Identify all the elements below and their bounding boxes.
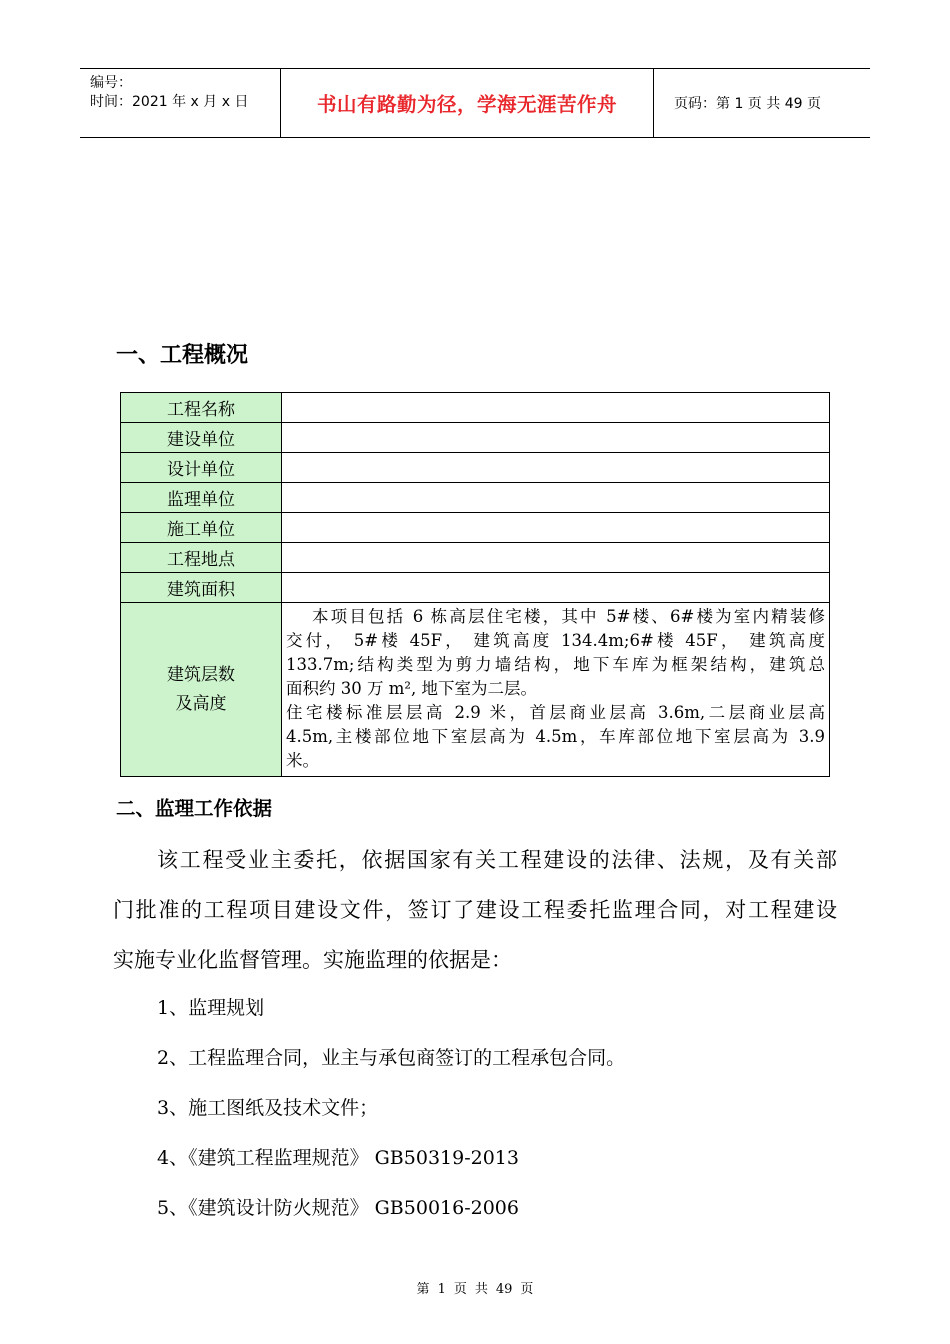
floors-line: 133.7m;结构类型为剪力墙结构，地下车库为框架结构，建筑总 <box>286 655 825 674</box>
floors-line: 4.5m,主楼部位地下室层高为 4.5m，车库部位地下室层高为 3.9 <box>286 727 825 746</box>
footer-text: 第 <box>416 1282 430 1297</box>
table-row <box>121 423 830 453</box>
table-row-floors <box>121 603 830 777</box>
row-label: 设计单位 <box>121 453 282 483</box>
table-row <box>121 513 830 543</box>
header-meta-cell <box>80 69 281 137</box>
row-label: 监理单位 <box>121 483 282 513</box>
floors-description <box>282 603 830 777</box>
page-header <box>80 68 870 138</box>
row-label: 工程名称 <box>121 393 282 423</box>
basis-item: 2、工程监理合同，业主与承包商签订的工程承包合同。 <box>157 1047 626 1069</box>
paragraph-line: 实施专业化监督管理。实施监理的依据是： <box>113 948 512 972</box>
floors-line: 面积约 30 万 m², 地下室为二层。 <box>286 679 537 698</box>
project-overview-table <box>120 392 830 777</box>
row-label: 建筑面积 <box>121 573 282 603</box>
row-label: 建设单位 <box>121 423 282 453</box>
basis-item: 3、施工图纸及技术文件； <box>157 1097 379 1119</box>
header-motto: 书山有路勤为径，学海无涯苦作舟 <box>281 69 654 137</box>
footer-text: 页 <box>453 1282 467 1297</box>
footer-text: 共 <box>474 1282 488 1297</box>
row-value <box>282 543 830 573</box>
row-value <box>282 393 830 423</box>
row-value <box>282 513 830 543</box>
page-footer <box>0 1278 950 1297</box>
floors-label-line1: 建筑层数 <box>167 664 235 685</box>
header-page-info-text: 页码：第 1 页 共 49 页 <box>674 96 821 112</box>
floors-line: 米。 <box>286 751 319 770</box>
row-label: 工程地点 <box>121 543 282 573</box>
row-value <box>282 423 830 453</box>
table-row <box>121 573 830 603</box>
table-row <box>121 393 830 423</box>
basis-item: 4、《建筑工程监理规范》 GB50319-2013 <box>157 1147 519 1169</box>
header-time-label: 时间：2021 年 x 月 x 日 <box>90 94 249 110</box>
row-label: 施工单位 <box>121 513 282 543</box>
floors-line: 交付， 5#楼 45F， 建筑高度 134.4m;6#楼 45F， 建筑高度 <box>286 631 825 650</box>
footer-total-pages: 49 <box>495 1282 513 1297</box>
basis-paragraph <box>113 835 837 985</box>
section2-title: 二、监理工作依据 <box>116 797 273 820</box>
section1-title: 一、工程概况 <box>116 343 249 368</box>
paragraph-line: 该工程受业主委托，依据国家有关工程建设的法律、法规，及有关部 <box>157 848 837 872</box>
row-value <box>282 453 830 483</box>
floors-line: 住宅楼标准层层高 2.9 米，首层商业层高 3.6m,二层商业层高 <box>286 703 825 722</box>
basis-item: 5、《建筑设计防火规范》 GB50016-2006 <box>157 1197 519 1219</box>
row-value <box>282 483 830 513</box>
footer-page-number: 1 <box>437 1282 446 1297</box>
header-page-info <box>664 69 870 137</box>
footer-text: 页 <box>520 1282 534 1297</box>
table-row <box>121 483 830 513</box>
floors-label <box>121 603 282 777</box>
basis-item: 1、监理规划 <box>157 997 265 1019</box>
table-row <box>121 453 830 483</box>
paragraph-line: 门批准的工程项目建设文件，签订了建设工程委托监理合同，对工程建设 <box>113 898 837 922</box>
row-value <box>282 573 830 603</box>
table-row <box>121 543 830 573</box>
header-number-label: 编号： <box>90 75 132 91</box>
floors-label-line2: 及高度 <box>175 693 227 714</box>
floors-line: 本项目包括 6 栋高层住宅楼，其中 5#楼、6#楼为室内精装修 <box>312 607 825 626</box>
